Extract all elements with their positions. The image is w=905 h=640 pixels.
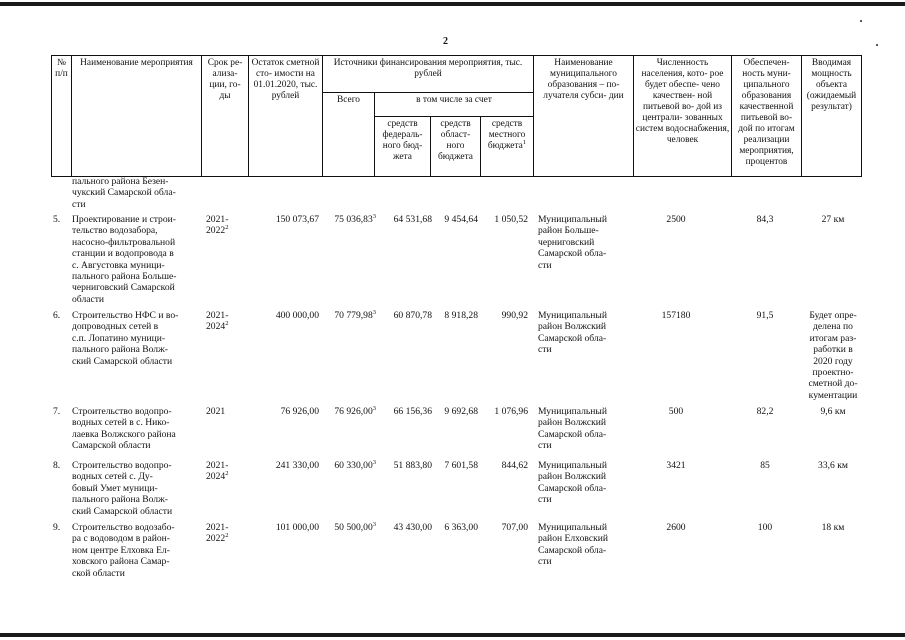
term-line xyxy=(206,225,246,236)
text-line: допроводных сетей в xyxy=(72,321,159,333)
row-name xyxy=(72,522,202,579)
text-line: Муниципальный xyxy=(538,406,607,417)
header-population: Численность населения, кото- рое будет обеспе- чено качествен- ной питьевой во- дой из централи- зованных систем водоснабжения, человек xyxy=(633,55,732,177)
row-capacity xyxy=(803,214,863,225)
text-line: 18 км xyxy=(821,522,845,533)
header-regional: средств област- ного бюджета xyxy=(430,116,481,177)
text-line: Проектирование и строи- xyxy=(72,214,176,225)
row-capacity xyxy=(803,460,863,471)
text-line: черниговский xyxy=(538,236,595,248)
row-municipality xyxy=(538,406,630,452)
term-line xyxy=(206,471,246,482)
row-local: 707,00 xyxy=(501,522,528,533)
row-total-value: 50 500,00 xyxy=(334,522,373,533)
row-number: 6. xyxy=(53,310,61,321)
row-local: 1 076,96 xyxy=(494,406,528,417)
term-line xyxy=(206,321,246,332)
row-population: 157180 xyxy=(661,310,691,321)
row-total-footnote: 3 xyxy=(372,520,376,528)
row-term xyxy=(206,460,246,483)
header-total: Всего xyxy=(322,92,375,177)
text-line: с.п. Лопатино муници- xyxy=(72,332,166,344)
row-capacity xyxy=(803,310,863,401)
row-term xyxy=(206,406,246,417)
row-remainder: 76 926,00 xyxy=(280,406,319,417)
text-line: работки в xyxy=(813,344,853,356)
term-footnote: 2 xyxy=(225,532,229,540)
row-federal: 43 430,00 xyxy=(393,522,432,533)
text-line: Самарской обла- xyxy=(538,428,607,440)
row-provision: 91,5 xyxy=(756,310,774,321)
row-total xyxy=(321,522,376,533)
row-population: 3421 xyxy=(666,460,686,471)
row-number: 5. xyxy=(53,214,61,225)
text-line: ский Самарской области xyxy=(72,505,173,517)
row-remainder: 400 000,00 xyxy=(275,310,319,321)
text-line: сти xyxy=(538,440,552,452)
text-line: 2021- xyxy=(206,214,229,225)
row-regional: 9 454,64 xyxy=(444,214,478,225)
row-number: 8. xyxy=(53,460,61,471)
text-line: черниговский Самарской xyxy=(72,282,175,294)
row-provision: 84,3 xyxy=(756,214,774,225)
row-municipality xyxy=(538,310,630,356)
text-line: Строительство водопро- xyxy=(72,406,172,417)
text-line: Самарской обла- xyxy=(538,544,607,556)
header-local-text: средств местного бюджета xyxy=(487,119,526,151)
row-total xyxy=(321,460,376,471)
text-line: чукский Самарской обла- xyxy=(72,187,176,199)
text-line: 9,6 км xyxy=(820,406,846,417)
term-footnote: 2 xyxy=(225,470,229,478)
bottom-border xyxy=(0,633,905,637)
header-term: Срок ре- ализа- ции, го- ды xyxy=(201,55,249,177)
text-line: район Волжский xyxy=(538,321,607,333)
text-line: 2021- xyxy=(206,522,229,533)
row-federal: 60 870,78 xyxy=(393,310,432,321)
continuation-text xyxy=(72,176,202,210)
row-total xyxy=(321,214,376,225)
text-line: район Волжский xyxy=(538,417,607,429)
row-municipality xyxy=(538,214,630,271)
text-line: район Больше- xyxy=(538,225,599,237)
row-population: 2600 xyxy=(666,522,686,533)
header-local-sup: 1 xyxy=(522,138,527,146)
row-number: 9. xyxy=(53,522,61,533)
row-regional: 9 692,68 xyxy=(444,406,478,417)
row-total xyxy=(321,310,376,321)
text-line: тельство водозабора, xyxy=(72,225,158,237)
text-line: Самарской обла- xyxy=(538,332,607,344)
text-line: сти xyxy=(538,344,552,356)
header-including: в том числе за счет xyxy=(374,92,534,117)
text-line: Муниципальный xyxy=(538,214,607,225)
row-name xyxy=(72,214,202,305)
row-term xyxy=(206,214,246,237)
header-provision: Обеспечен- ность муни- ципального образования качественной питьевой во- дой по итогам реализации мероприятия, процентов xyxy=(731,55,802,177)
row-capacity xyxy=(803,522,863,533)
text-line: Строительство НФС и во- xyxy=(72,310,179,321)
text-line: Самарской обла- xyxy=(538,482,607,494)
term-value: 2022 xyxy=(206,225,226,237)
text-line: 2021- xyxy=(206,460,229,471)
term-footnote: 2 xyxy=(225,320,229,328)
term-line xyxy=(206,533,246,544)
text-line: район Волжский xyxy=(538,471,607,483)
text-line: бовый Умет муници- xyxy=(72,482,158,494)
row-total-value: 76 926,00 xyxy=(334,406,373,417)
row-total-value: 75 036,83 xyxy=(334,214,373,225)
header-remainder: Остаток сметной сто- имости на 01.01.2020, тыс. рублей xyxy=(248,55,323,177)
text-line: Муниципальный xyxy=(538,522,607,533)
row-total xyxy=(321,406,376,417)
text-line: сти xyxy=(538,494,552,506)
scan-speck xyxy=(860,20,862,22)
row-municipality xyxy=(538,522,630,568)
row-population: 500 xyxy=(668,406,684,417)
text-line: пального района Волж- xyxy=(72,344,168,356)
text-line: насосно-фильтровальной xyxy=(72,236,176,248)
text-line: Самарской области xyxy=(72,440,151,452)
row-remainder: 241 330,00 xyxy=(275,460,319,471)
row-term xyxy=(206,522,246,545)
row-population: 2500 xyxy=(666,214,686,225)
row-total-value: 60 330,00 xyxy=(334,460,373,471)
text-line: ской области xyxy=(72,567,125,579)
term-value: 2022 xyxy=(206,533,226,545)
row-capacity xyxy=(803,406,863,417)
text-line: ра с водоводом в район- xyxy=(72,533,170,545)
header-local xyxy=(480,116,534,177)
text-line: кументации xyxy=(808,389,858,401)
text-line: сметной до- xyxy=(808,378,858,390)
row-name xyxy=(72,406,202,452)
header-name: Наименование мероприятия xyxy=(71,55,202,177)
text-line: 2020 году xyxy=(813,355,853,367)
text-line: ховского района Самар- xyxy=(72,556,170,568)
text-line: проектно- xyxy=(812,367,854,379)
text-line: 2021 xyxy=(206,406,226,417)
text-line: делена по xyxy=(813,321,853,333)
row-name xyxy=(72,310,202,367)
scan-speck xyxy=(876,44,878,46)
row-federal: 64 531,68 xyxy=(393,214,432,225)
text-line: ский Самарской области xyxy=(72,355,173,367)
page-number: 2 xyxy=(443,36,448,47)
text-line: Будет опре- xyxy=(809,310,857,321)
row-municipality xyxy=(538,460,630,506)
row-total-footnote: 3 xyxy=(372,458,376,466)
term-value: 2024 xyxy=(206,321,226,333)
header-municipality: Наименование муниципального образования – по- лучателя субси- дии xyxy=(533,55,634,177)
text-line: 2021- xyxy=(206,310,229,321)
row-local: 1 050,52 xyxy=(494,214,528,225)
row-number: 7. xyxy=(53,406,61,417)
text-line: станции и водопровода в xyxy=(72,248,174,260)
row-total-footnote: 3 xyxy=(372,308,376,316)
row-total-footnote: 3 xyxy=(372,212,376,220)
header-federal: средств федераль- ного бюд- жета xyxy=(374,116,431,177)
text-line: с. Августовка муници- xyxy=(72,259,165,271)
row-regional: 6 363,00 xyxy=(444,522,478,533)
row-provision: 100 xyxy=(757,522,773,533)
text-line: сти xyxy=(72,198,86,210)
text-line: итогам раз- xyxy=(809,332,857,344)
row-local: 990,92 xyxy=(501,310,528,321)
row-federal: 66 156,36 xyxy=(393,406,432,417)
text-line: сти xyxy=(538,556,552,568)
text-line: пального района Волж- xyxy=(72,494,168,506)
row-regional: 7 601,58 xyxy=(444,460,478,471)
text-line: Муниципальный xyxy=(538,460,607,471)
text-line: 33,6 км xyxy=(818,460,848,471)
header-funding: Источники финансирования мероприятия, тыс. рублей xyxy=(322,55,534,93)
row-remainder: 101 000,00 xyxy=(275,522,319,533)
row-remainder: 150 073,67 xyxy=(275,214,319,225)
text-line: 27 км xyxy=(821,214,845,225)
row-federal: 51 883,80 xyxy=(393,460,432,471)
top-border xyxy=(0,2,905,6)
text-line: сти xyxy=(538,259,552,271)
text-line: район Елховский xyxy=(538,533,609,545)
row-provision: 85 xyxy=(760,460,770,471)
term-footnote: 2 xyxy=(225,224,229,232)
text-line: Самарской обла- xyxy=(538,248,607,260)
row-regional: 8 918,28 xyxy=(444,310,478,321)
row-name xyxy=(72,460,202,517)
row-total-footnote: 3 xyxy=(372,404,376,412)
header-capacity: Вводимая мощность объекта (ожидаемый результат) xyxy=(801,55,862,177)
text-line: пального района Больше- xyxy=(72,271,177,283)
text-line: Муниципальный xyxy=(538,310,607,321)
row-local: 844,62 xyxy=(501,460,528,471)
header-num: № п/п xyxy=(51,55,72,177)
row-term xyxy=(206,310,246,333)
text-line: ном центре Елховка Ел- xyxy=(72,544,170,556)
text-line: Строительство водозабо- xyxy=(72,522,175,533)
text-line: лаевка Волжского района xyxy=(72,428,176,440)
text-line: водных сетей с. Ду- xyxy=(72,471,153,483)
row-total-value: 70 779,98 xyxy=(334,310,373,321)
text-line: водных сетей в с. Нико- xyxy=(72,417,170,429)
text-line: пального района Безен- xyxy=(72,176,169,187)
term-value: 2024 xyxy=(206,471,226,483)
text-line: Строительство водопро- xyxy=(72,460,172,471)
row-provision: 82,2 xyxy=(756,406,774,417)
text-line: области xyxy=(72,293,105,305)
